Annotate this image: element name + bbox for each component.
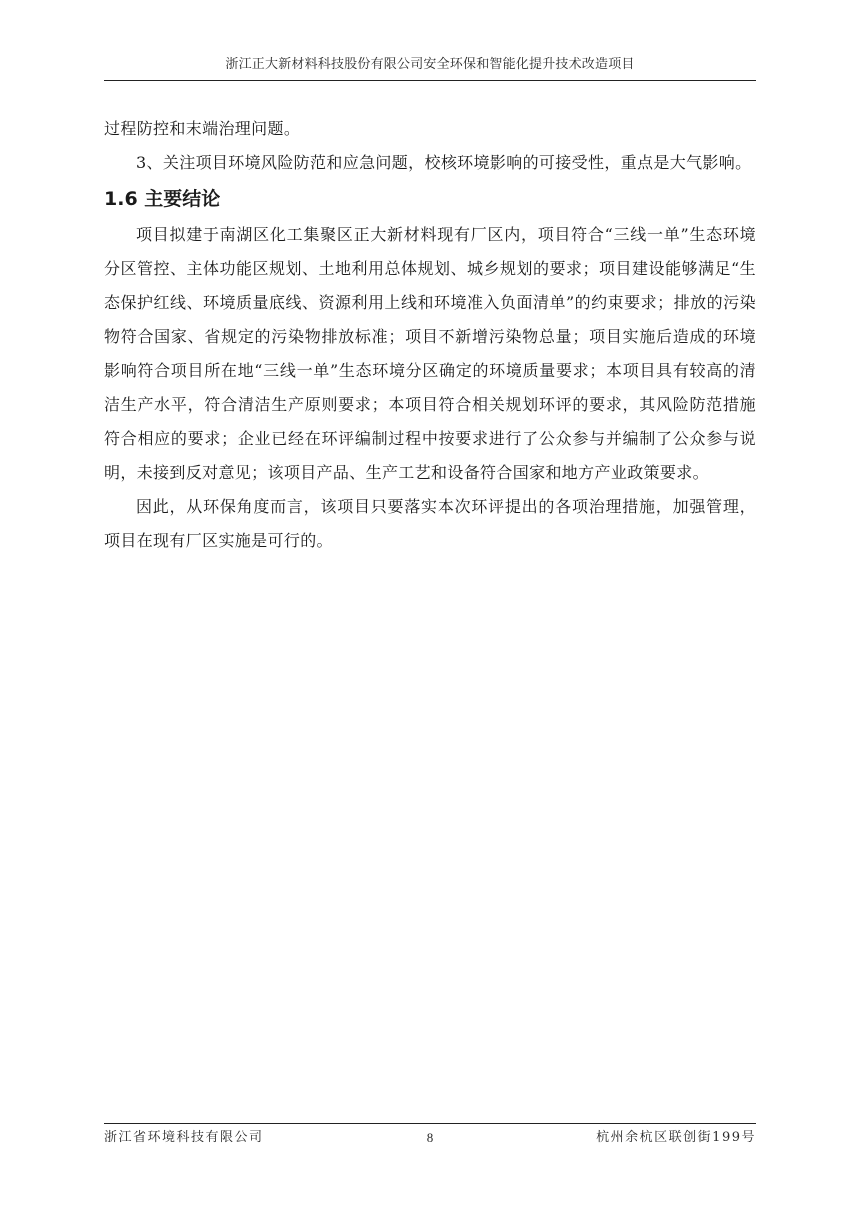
page-footer <box>104 1123 756 1152</box>
paragraph-item-3: 3、关注项目环境风险防范和应急问题，校核环境影响的可接受性，重点是大气影响。 <box>136 153 752 172</box>
document-title: 浙江正大新材料科技股份有限公司安全环保和智能化提升技术改造项目 <box>225 57 635 72</box>
paragraph-conclusion: 项目拟建于南湖区化工集聚区正大新材料现有厂区内，项目符合“三线一单”生态环境分区管控、主体功能区规划、土地利用总体规划、城乡规划的要求；项目建设能够满足“生态保护红线、环境质量底线、资源利用上线和环境准入负面清单”的约束要求；排放的污染物符合国家、省规定的污染物排放标准；项目不新增污染物总量；项目实施后造成的环境影响符合项目所在地“三线一单”生态环境分区确定的环境质量要求；本项目具有较高的清洁生产水平，符合清洁生产原则要求；本项目符合相关规划环评的要求，其风险防范措施符合相应的要求；企业已经在环评编制过程中按要求进行了公众参与并编制了公众参与说明，未接到反对意见；该项目产品、生产工艺和设备符合国家和地方产业政策要求。 <box>104 225 756 482</box>
footer-company: 浙江省环境科技有限公司 <box>104 1130 264 1145</box>
paragraph-final: 因此，从环保角度而言，该项目只要落实本次环评提出的各项治理措施，加强管理，项目在现有厂区实施是可行的。 <box>104 497 756 550</box>
footer-address: 杭州余杭区联创街199号 <box>596 1130 756 1145</box>
section-heading: 1.6 主要结论 <box>104 188 221 210</box>
page-number: 8 <box>426 1130 434 1145</box>
page-body <box>104 112 756 558</box>
page-header <box>104 50 756 81</box>
paragraph-continued: 过程防控和末端治理问题。 <box>104 119 301 138</box>
